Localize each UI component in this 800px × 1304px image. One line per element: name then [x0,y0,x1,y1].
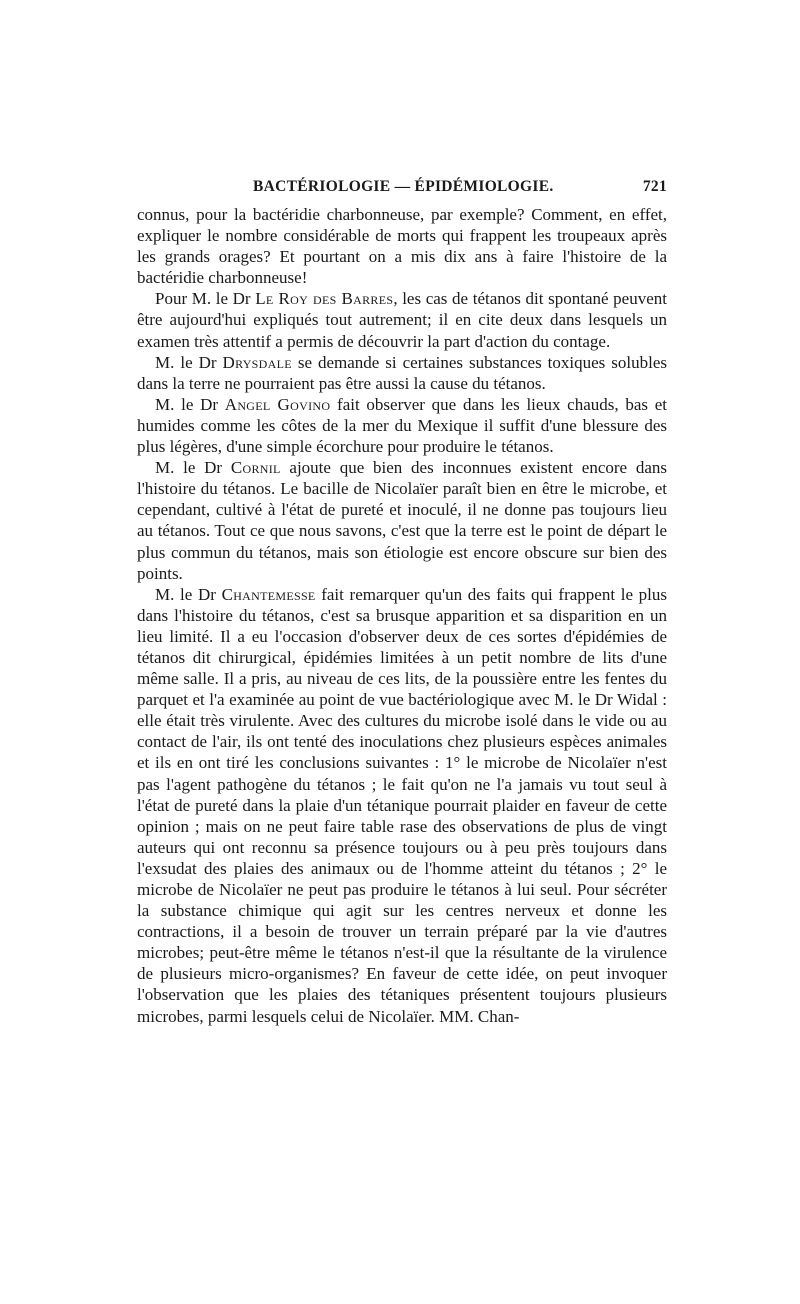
paragraph-lead: M. le Dr [155,394,225,414]
page-header [137,174,667,204]
running-title: BACTÉRIOLOGIE — ÉPIDÉMIOLOGIE. [253,178,554,195]
paragraph-text: se demande si certaines substances toxiques solubles dans la terre ne pourraient pas être aussi la cause du tétanos. [137,352,667,393]
page-number: 721 [642,178,667,195]
body-text [137,204,667,1027]
paragraph-text: fait remarquer qu'un des faits qui frappent le plus dans l'histoire du tétanos, c'est sa brusque apparition et sa disparition en un lieu limité. Il a eu l'occasion d'observer deux de ces sortes d'épidémies de tétanos dit chirurgical, épidémies limitées à un petit nombre de lits d'une même salle. Il a pris, au niveau de ces lits, de la poussière entre les fentes du parquet et l'a examinée au point de vue bactériologique avec M. le Dr Widal : elle était très virulente. Avec des cultures du microbe isolé dans le vide ou au contact de l'air, ils ont tenté des inoculations chez plusieurs espèces animales et ils en ont tiré les conclusions suivantes : 1° le microbe de Nicolaïer n'est pas l'agent pathogène du tétanos ; le fait qu'on ne l'a jamais vu tout seul à l'état de pureté dans la plaie d'un tétanique pourrait plaider en faveur de cette opinion ; mais on ne peut faire table rase des observations de plus de vingt auteurs qui ont reconnu sa présence toujours ou à peu près toujours dans l'exsudat des plaies des animaux ou de l'homme atteint du tétanos ; 2° le microbe de Nicolaïer ne peut pas produire le tétanos à lui seul. Pour sécréter la substance chimique qui agit sur les centres nerveux et donne les contractions, il a besoin de trouver un terrain préparé par la vie d'autres microbes; peut-être même le tétanos n'est-il que la résultante de la virulence de plusieurs micro-organismes? En faveur de cette idée, on peut invoquer l'observation que les plaies des tétaniques présentent toujours plusieurs microbes, parmi lesquels celui de Nicolaïer. MM. Chan- [137,584,667,1026]
author-name: Drysdale [222,352,292,372]
paragraph-text: fait observer que dans les lieux chauds, bas et humides comme les côtes de la mer du Mexique il suffit d'une blessure des plus légères, d'une simple écorchure pour produire le tétanos. [137,394,668,457]
document-page [137,174,667,1027]
paragraph-chantemesse [137,584,667,1027]
author-name: Angel Govino [224,394,331,414]
paragraph-lead: M. le Dr [155,584,222,604]
author-name: Le Roy des Barres [255,289,394,309]
paragraph-angel-govino [137,394,667,457]
author-name: Cornil [230,458,281,478]
paragraph-text: , les cas de tétanos dit spontané peuvent être aujourd'hui expliqués tout autrement; il en cite deux dans lesquels un examen très attentif a permis de découvrir la part d'action du contage. [137,289,667,351]
paragraph-lead: M. le Dr [155,458,231,478]
paragraph-text: connus, pour la bactéridie charbonneuse, par exemple? Comment, en effet, expliquer le nombre considérable de morts qui frappent les troupeaux après les grands orages? Et pourtant on a mis dix ans à faire l'histoire de la bactéridie charbonneuse! [137,205,667,288]
paragraph-lead: Pour M. le Dr [155,289,256,309]
paragraph-continued [137,204,667,288]
paragraph-lead: M. le Dr [155,352,223,372]
paragraph-text: ajoute que bien des inconnues existent encore dans l'histoire du tétanos. Le bacille de Nicolaïer paraît bien en être le microbe, et cependant, cultivé à l'état de pureté et inoculé, il ne donne pas toujours lieu au tétanos. Tout ce que nous savons, c'est que la terre est le point de départ le plus commun du tétanos, mais son étiologie est encore obscure sur bien des points. [137,458,667,583]
paragraph-drysdale [137,352,667,394]
paragraph-cornil [137,457,667,584]
author-name: Chantemesse [221,584,316,604]
paragraph-le-roy-des-barres [137,288,667,351]
